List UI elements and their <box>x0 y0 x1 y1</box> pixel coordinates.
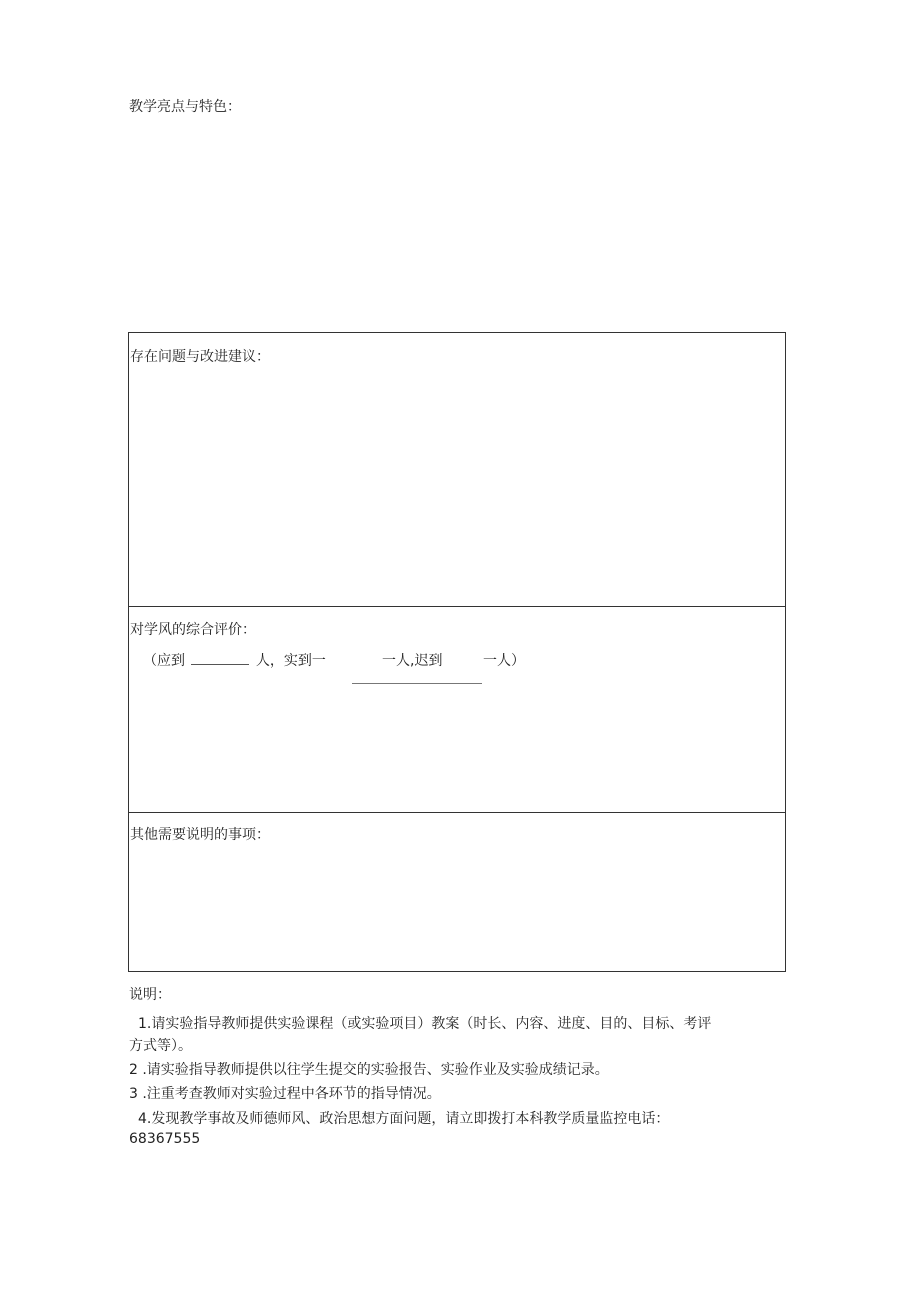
note-item-1: 1.请实验指导教师提供实验课程（或实验项目）教案（时长、内容、进度、目的、目标、考评 <box>138 1016 712 1032</box>
note-item-4: 4.发现教学事故及师德师风、政治思想方面问题，请立即拨打本科教学质量监控电话： <box>138 1111 670 1127</box>
attendance-text-2: 一人,迟到 <box>382 653 443 669</box>
row-divider-2 <box>129 812 785 813</box>
actual-count-field[interactable] <box>352 683 482 684</box>
notes-title: 说明： <box>129 987 171 1003</box>
attendance-open-paren: （应到 <box>143 653 185 669</box>
row-divider-1 <box>129 606 785 607</box>
hotline-number: 68367555 <box>129 1131 201 1147</box>
attendance-text-1: 人，实到一 <box>255 653 326 669</box>
attendance-line <box>143 650 326 670</box>
expected-count-field[interactable] <box>191 650 249 665</box>
note-item-3: 3 .注重考查教师对实验过程中各环节的指导情况。 <box>129 1086 441 1102</box>
issues-label: 存在问题与改进建议： <box>130 349 270 365</box>
highlights-label: 教学亮点与特色： <box>129 99 241 115</box>
attendance-text-3: 一人） <box>483 653 525 669</box>
note-item-1-cont: 方式等）。 <box>129 1038 192 1054</box>
other-matters-label: 其他需要说明的事项： <box>130 827 270 843</box>
study-style-label: 对学风的综合评价： <box>130 622 256 638</box>
note-item-2: 2 .请实验指导教师提供以往学生提交的实验报告、实验作业及实验成绩记录。 <box>129 1062 609 1078</box>
